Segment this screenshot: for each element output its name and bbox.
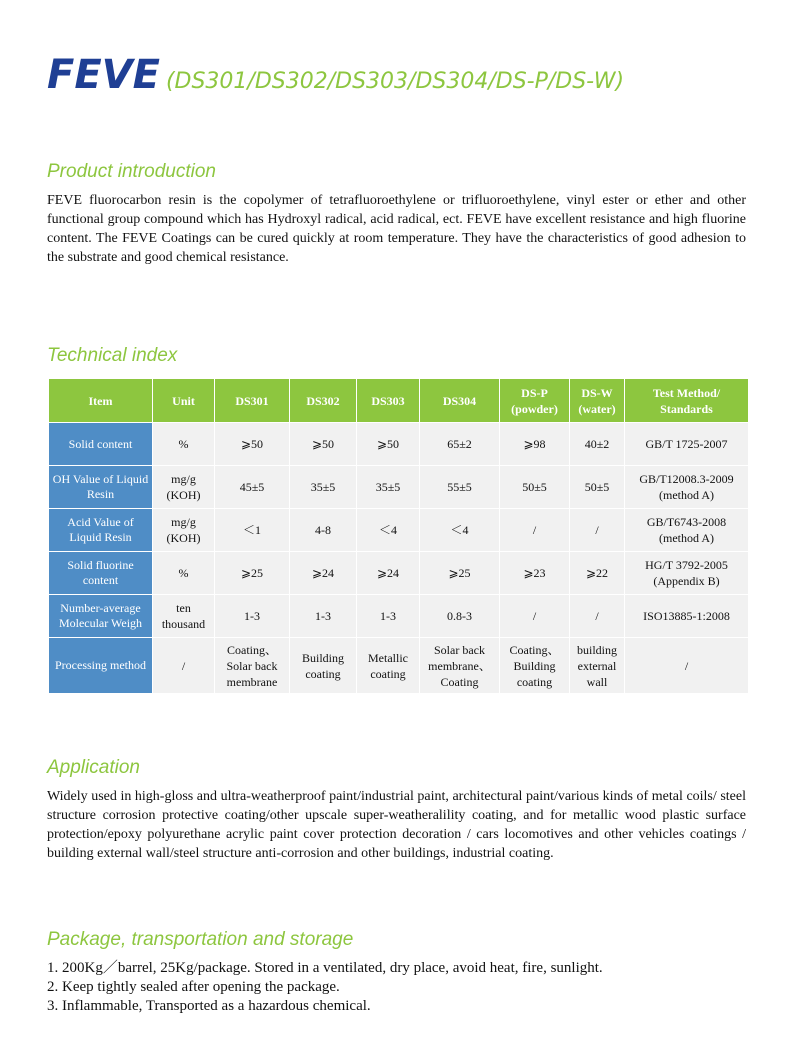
technical-heading: Technical index <box>47 345 178 366</box>
table-cell: ISO13885-1:2008 <box>625 595 749 638</box>
table-cell: / <box>500 595 570 638</box>
list-item: 2. Keep tightly sealed after opening the package. <box>47 979 340 995</box>
table-cell: Coating、Solar back membrane <box>215 638 290 694</box>
table-cell: ⩾25 <box>215 552 290 595</box>
column-header <box>290 379 357 423</box>
table-cell: 65±2 <box>420 423 500 466</box>
table-cell: 0.8-3 <box>420 595 500 638</box>
table-cell: ten thousand <box>153 595 215 638</box>
table-cell: ⩾50 <box>357 423 420 466</box>
package-list <box>47 959 603 1016</box>
table-cell: Building coating <box>290 638 357 694</box>
table-cell: ⩾22 <box>570 552 625 595</box>
table-cell: % <box>153 423 215 466</box>
column-header-line: DS304 <box>442 393 477 408</box>
table-header-row <box>49 379 749 423</box>
column-header-line: Unit <box>172 393 195 408</box>
package-heading: Package, transportation and storage <box>47 929 354 950</box>
table-cell: Metallic coating <box>357 638 420 694</box>
column-header-line: (powder) <box>511 401 558 416</box>
table-cell: / <box>500 509 570 552</box>
table-cell: / <box>570 595 625 638</box>
table-cell: 35±5 <box>357 466 420 509</box>
table-cell: Coating、Building coating <box>500 638 570 694</box>
column-header-line: (water) <box>578 401 616 416</box>
row-label: OH Value of Liquid Resin <box>49 466 153 509</box>
table-cell: ＜1 <box>215 509 290 552</box>
column-header-line: DS-P <box>521 385 548 400</box>
intro-text: FEVE fluorocarbon resin is the copolymer of tetrafluoroethylene or trifluoroethylene, vinyl ester or ether and other functional group compound which has Hydroxyl radical, acid radical, ect. FEVE have excellent resistance and high fluorine content. The FEVE Coatings can be cured quickly at room temperature. They have the characteristics of good adhesion to the substrate and good chemical resistance. <box>47 193 746 265</box>
table-cell: 55±5 <box>420 466 500 509</box>
table-cell: % <box>153 552 215 595</box>
table-cell: 4-8 <box>290 509 357 552</box>
table-row <box>49 552 749 595</box>
table-cell: 50±5 <box>500 466 570 509</box>
table-cell: 40±2 <box>570 423 625 466</box>
column-header-line: DS-W <box>581 385 613 400</box>
table-cell: 45±5 <box>215 466 290 509</box>
intro-heading: Product introduction <box>47 161 216 182</box>
column-header <box>625 379 749 423</box>
table-cell: 50±5 <box>570 466 625 509</box>
title-models: (DS301/DS302/DS303/DS304/DS-P/DS-W) <box>165 69 625 94</box>
table-cell: 1-3 <box>290 595 357 638</box>
title-main: FEVE <box>47 52 160 98</box>
table-cell: ⩾50 <box>290 423 357 466</box>
table-cell: 35±5 <box>290 466 357 509</box>
table-cell: / <box>570 509 625 552</box>
table-cell: GB/T6743-2008 (method A) <box>625 509 749 552</box>
column-header-line: Standards <box>660 401 713 416</box>
column-header-line: DS303 <box>371 393 405 408</box>
column-header-line: DS302 <box>306 393 340 408</box>
table-cell: 1-3 <box>357 595 420 638</box>
row-label: Acid Value of Liquid Resin <box>49 509 153 552</box>
row-label: Solid content <box>49 423 153 466</box>
table-cell: GB/T 1725-2007 <box>625 423 749 466</box>
table-row <box>49 595 749 638</box>
column-header <box>49 379 153 423</box>
column-header <box>357 379 420 423</box>
table-cell: HG/T 3792-2005 (Appendix B) <box>625 552 749 595</box>
list-item: 1. 200Kg／barrel, 25Kg/package. Stored in a ventilated, dry place, avoid heat, fire, sunlight. <box>47 960 603 976</box>
column-header <box>153 379 215 423</box>
table-row <box>49 509 749 552</box>
table-cell: ⩾24 <box>290 552 357 595</box>
column-header <box>500 379 570 423</box>
table-cell: / <box>625 638 749 694</box>
column-header-line: DS301 <box>235 393 269 408</box>
technical-index-table <box>48 378 749 694</box>
list-item: 3. Inflammable, Transported as a hazardous chemical. <box>47 998 371 1014</box>
table-cell: ⩾25 <box>420 552 500 595</box>
table-cell: ⩾24 <box>357 552 420 595</box>
table-row <box>49 466 749 509</box>
table-cell: ⩾98 <box>500 423 570 466</box>
table-cell: mg/g (KOH) <box>153 509 215 552</box>
table-body <box>49 423 749 694</box>
column-header <box>420 379 500 423</box>
table-cell: 1-3 <box>215 595 290 638</box>
table-cell: GB/T12008.3-2009 (method A) <box>625 466 749 509</box>
row-label: Solid fluorine content <box>49 552 153 595</box>
table-cell: ⩾23 <box>500 552 570 595</box>
product-title <box>47 52 624 98</box>
application-text: Widely used in high-gloss and ultra-weatherproof paint/industrial paint, architectural paint/various kinds of metal coils/ steel structure corrosion protective coating/other upscale super-weatheralility coating, and for metallic wood plastic surface protection/epoxy polyurethane acrylic paint cover protection decoration / cars locomotives and other vehicles coatings / building external wall/steel structure anti-corrosion and other buildings, industrial coating. <box>47 789 746 861</box>
column-header-line: Test Method/ <box>652 385 721 400</box>
row-label: Number-average Molecular Weigh <box>49 595 153 638</box>
column-header <box>215 379 290 423</box>
table-cell: mg/g (KOH) <box>153 466 215 509</box>
column-header-line: Item <box>88 393 113 408</box>
application-heading: Application <box>47 757 140 778</box>
table-cell: / <box>153 638 215 694</box>
table-row <box>49 423 749 466</box>
table-cell: building external wall <box>570 638 625 694</box>
table-row <box>49 638 749 694</box>
table-cell: Solar back membrane、Coating <box>420 638 500 694</box>
table-cell: ⩾50 <box>215 423 290 466</box>
row-label: Processing method <box>49 638 153 694</box>
column-header <box>570 379 625 423</box>
table-cell: ＜4 <box>420 509 500 552</box>
table-cell: ＜4 <box>357 509 420 552</box>
